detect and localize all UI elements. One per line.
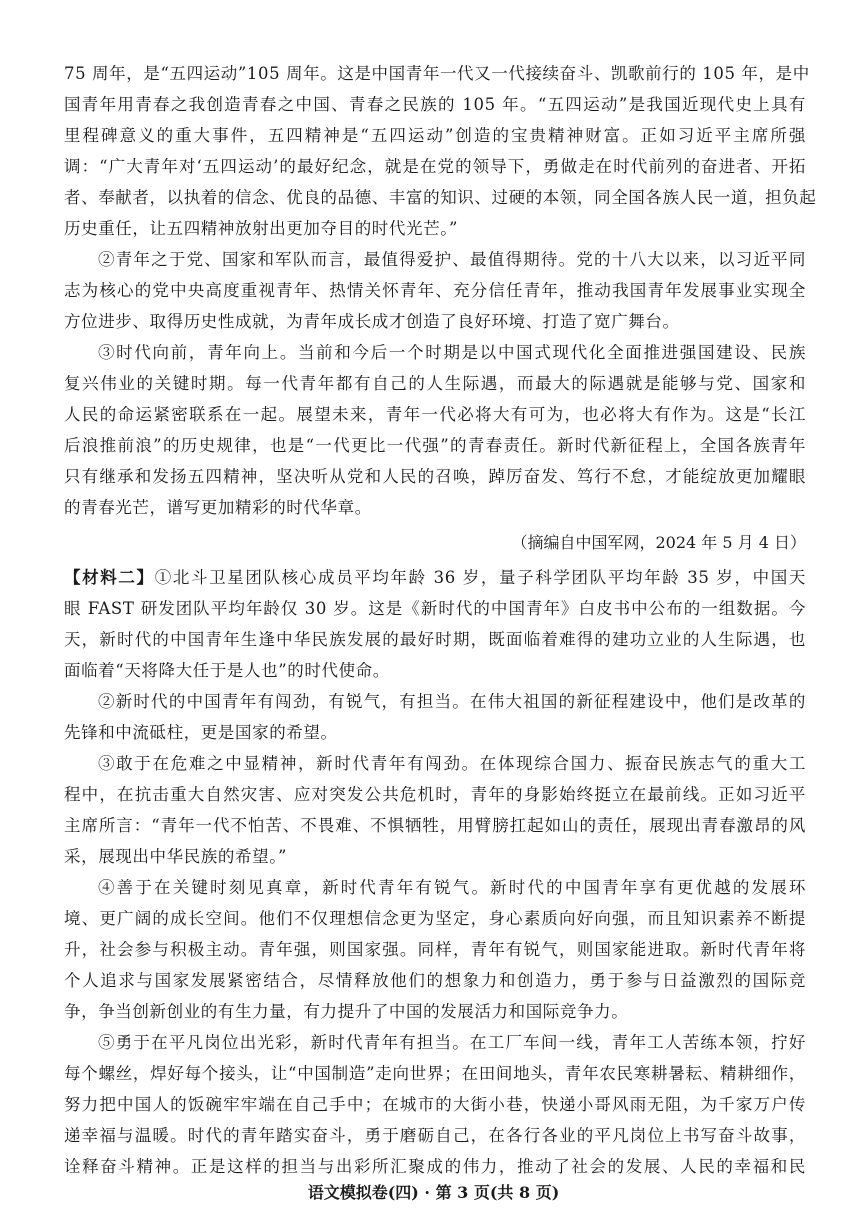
text-line: 历史重任，让五四精神放射出更加夺目的时代光芒。” (64, 219, 459, 238)
text-line: ④善于在关键时刻见真章，新时代青年有锐气。新时代的中国青年享有更优越的发展环 (98, 878, 806, 897)
text-line: 志为核心的党中央高度重视青年、热情关怀青年、充分信任青年，推动我国青年发展事业实现全 (64, 281, 806, 300)
text-line: 努力把中国人的饭碗牢牢端在自己手中；在城市的大街小巷，快递小哥风雨无阻，为千家万户传 (64, 1095, 806, 1114)
text-line: 国青年用青春之我创造青春之中国、青春之民族的 105 年。“五四运动”是我国近现代史上具有 (64, 95, 806, 114)
text-line: ②新时代的中国青年有闯劲，有锐气，有担当。在伟大祖国的新征程建设中，他们是改革的 (98, 692, 806, 711)
text-line: ③敢于在危难之中显精神，新时代青年有闯劲。在体现综合国力、振奋民族志气的重大工 (98, 754, 806, 773)
text-line: 争，争当创新创业的有生力量，有力提升了中国的发展活力和国际竞争力。 (64, 1002, 629, 1021)
source-citation: （摘编自中国军网，2024 年 5 月 4 日） (511, 533, 806, 552)
text-line: 的青春光芒，谱写更加精彩的时代华章。 (64, 498, 372, 517)
text-line: 复兴伟业的关键时期。每一代青年都有自己的人生际遇，而最大的际遇就是能够与党、国家和 (64, 374, 806, 393)
paragraph-3 (64, 337, 806, 523)
text-line: 调：“广大青年对‘五四运动’的最好纪念，就是在党的领导下，勇做走在时代前列的奋进者、开拓 (64, 157, 806, 176)
text-line: ③时代向前，青年向上。当前和今后一个时期是以中国式现代化全面推进强国建设、民族 (98, 343, 806, 362)
text-line: 眼 FAST 研发团队平均年龄仅 30 岁。这是《新时代的中国青年》白皮书中公布的一组数据。今 (64, 599, 806, 618)
text-span: ①北斗卫星团队核心成员平均年龄 36 岁，量子科学团队平均年龄 35 岁，中国天 (154, 568, 806, 587)
page-body (64, 58, 817, 1182)
text-line: 境、更广阔的成长空间。他们不仅理想信念更为坚定，身心素质向好向强，而且知识素养不断提 (64, 909, 806, 928)
text-line: ⑤勇于在平凡岗位出光彩，新时代青年有担当。在工厂车间一线，青年工人苦练本领，拧好 (98, 1033, 806, 1052)
material-two-paragraph-2 (64, 686, 806, 748)
text-line: 75 周年，是“五四运动”105 周年。这是中国青年一代又一代接续奋斗、凯歌前行的 105 年，是中 (64, 64, 810, 83)
material-two-paragraph-1 (64, 562, 806, 686)
text-line: ②青年之于党、国家和军队而言，最值得爱护、最值得期待。党的十八大以来，以习近平同 (98, 250, 806, 269)
text-line: 方位进步、取得历史性成就，为青年成长成才创造了良好环境、打造了宽广舞台。 (64, 312, 680, 331)
text-line: 只有继承和发扬五四精神，坚决听从党和人民的召唤，踔厉奋发、笃行不怠，才能绽放更加耀眼 (64, 467, 806, 486)
text-line: 里程碑意义的重大事件，五四精神是“五四运动”创造的宝贵精神财富。正如习近平主席所强 (64, 126, 806, 145)
text-line: 程中，在抗击重大自然灾害、应对突发公共危机时，青年的身影始终挺立在最前线。正如习近平 (64, 785, 806, 804)
text-line: 人民的命运紧密联系在一起。展望未来，青年一代必将大有可为，也必将大有作为。这是“长江 (64, 405, 806, 424)
text-line: 者、奉献者，以执着的信念、优良的品德、丰富的知识、过硬的本领，同全国各族人民一道，担负起 (64, 188, 817, 207)
text-line: 后浪推前浪”的历史规律，也是“一代更比一代强”的青春责任。新时代新征程上，全国各族青年 (64, 436, 806, 455)
page-footer: 语文模拟卷(四) · 第 3 页(共 8 页) (307, 1183, 560, 1202)
material-two-label: 【材料二】 (64, 568, 155, 587)
material-two-paragraph-4 (64, 872, 806, 1027)
text-line: 每个螺丝，焊好每个接头，让“中国制造”走向世界；在田间地头，青年农民寒耕暑耘、精耕细作， (64, 1064, 806, 1083)
text-line: 诠释奋斗精神。正是这样的担当与出彩所汇聚成的伟力，推动了社会的发展、人民的幸福和民 (64, 1157, 806, 1176)
material-two-paragraph-5 (64, 1027, 806, 1182)
text-line: 天，新时代的中国青年生逢中华民族发展的最好时期，既面临着难得的建功立业的人生际遇，也 (64, 630, 806, 649)
material-two-paragraph-3 (64, 748, 806, 872)
paragraph-intro (64, 58, 817, 244)
text-line (64, 562, 806, 593)
text-line: 面临着“天将降大任于是人也”的时代使命。 (64, 661, 390, 680)
text-line: 主席所言：“青年一代不怕苦、不畏难、不惧牺牲，用臂膀扛起如山的责任，展现出青春激昂的风 (64, 816, 806, 835)
text-line: 采，展现出中华民族的希望。” (64, 847, 288, 866)
text-line: 递幸福与温暖。时代的青年踏实奋斗，勇于磨砺自己，在各行各业的平凡岗位上书写奋斗故事， (64, 1126, 806, 1145)
paragraph-2 (64, 244, 806, 337)
text-line: 个人追求与国家发展紧密结合，尽情释放他们的想象力和创造力，勇于参与日益激烈的国际竞 (64, 971, 806, 990)
text-line: 升，社会参与积极主动。青年强，则国家强。同样，青年有锐气，则国家能进取。新时代青年将 (64, 940, 806, 959)
text-line: 先锋和中流砥柱，更是国家的希望。 (64, 723, 338, 742)
